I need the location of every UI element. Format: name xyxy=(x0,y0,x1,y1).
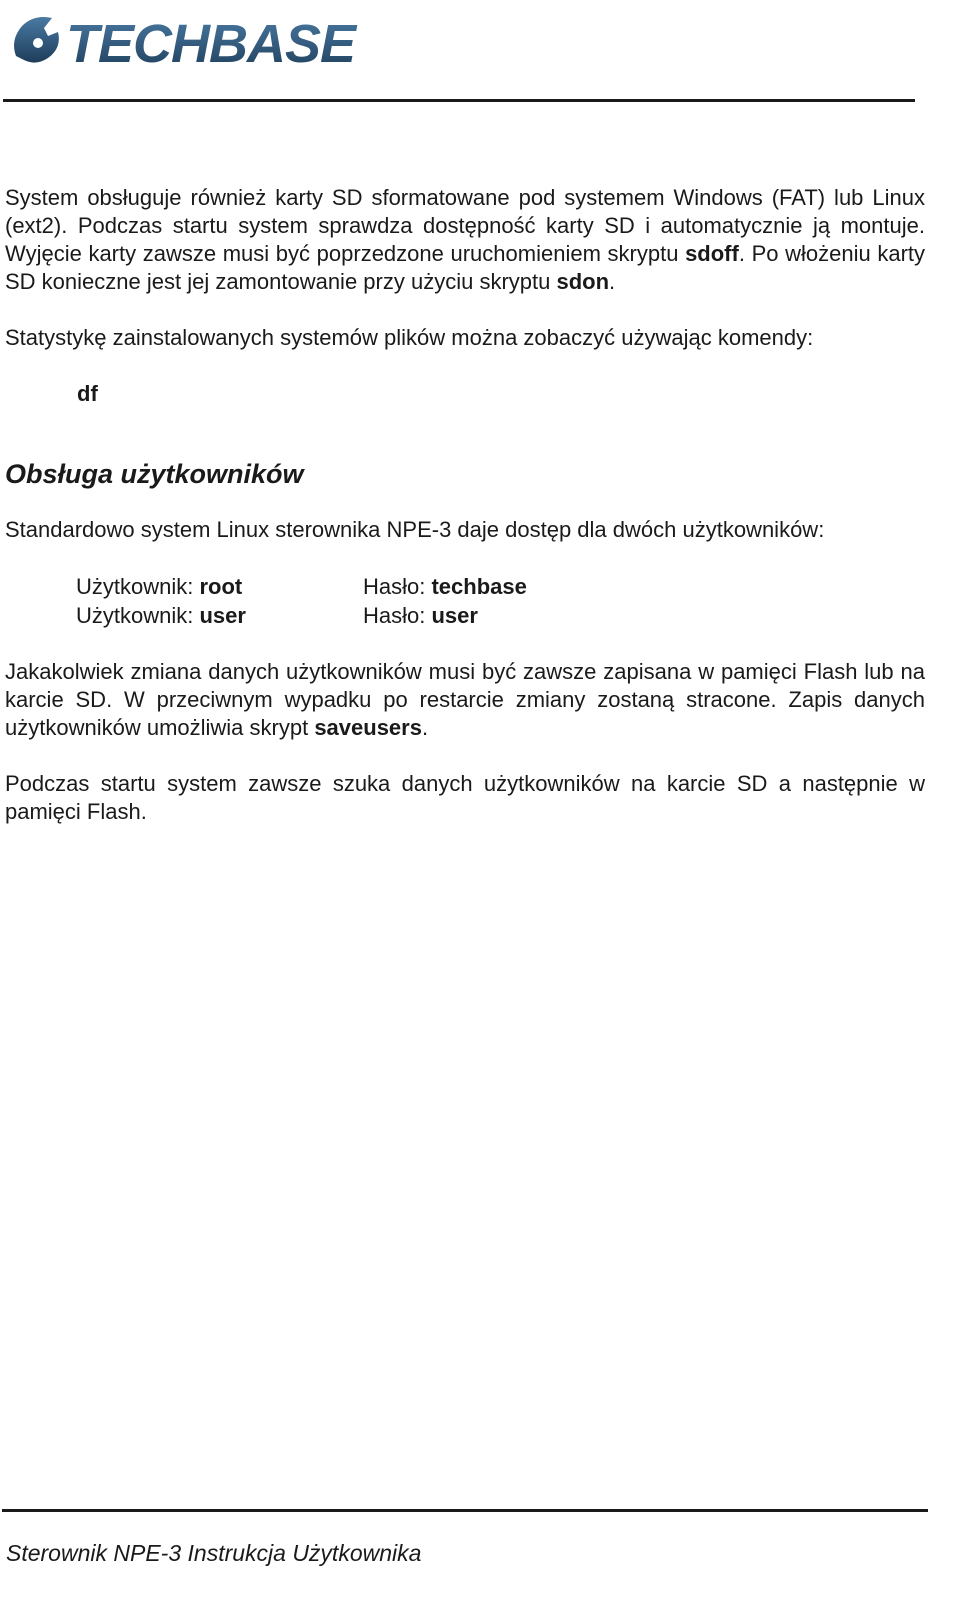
users-intro-paragraph: Standardowo system Linux sterownika NPE-3 daje dostęp dla dwóch użytkowników: xyxy=(5,517,825,542)
startup-search-paragraph: Podczas startu system zawsze szuka danych użytkowników na karcie SD a następnie w pamięci Flash. xyxy=(5,771,925,824)
user-row: Użytkownik: root Hasło: techbase xyxy=(76,574,527,599)
user-data-save-paragraph: Jakakolwiek zmiana danych użytkowników musi być zawsze zapisana w pamięci Flash lub na karcie SD. W przeciwnym wypadku po restarcie zmiany zostaną stracone. Zapis danych użytkowników umożliwia skrypt saveusers. xyxy=(5,659,925,740)
sdon-script: sdon xyxy=(556,269,610,294)
sd-card-paragraph: System obsługuje również karty SD sformatowane pod systemem Windows (FAT) lub Linux (ext2). Podczas startu system sprawdza dostępność karty SD i automatycznie ją montuje. Wyjęcie karty zawsze musi być poprzedzone uruchomieniem skryptu sdoff. Po włożeniu karty SD konieczne jest jej zamontowanie przy użyciu skryptu sdon. xyxy=(5,185,926,294)
password-value: techbase xyxy=(431,574,527,599)
header-divider xyxy=(3,99,915,102)
techbase-logo xyxy=(8,6,400,76)
password-value: user xyxy=(431,603,478,628)
svg-text:TECHBASE: TECHBASE xyxy=(66,14,356,74)
username-value: user xyxy=(199,603,246,628)
sdoff-script: sdoff xyxy=(685,241,739,266)
filesystem-stats-paragraph: Statystykę zainstalowanych systemów plików można zobaczyć używając komendy: xyxy=(5,325,814,350)
footer-divider xyxy=(2,1509,928,1512)
default-users-list xyxy=(76,572,925,630)
footer-title: Sterownik NPE-3 Instrukcja Użytkownika xyxy=(6,1540,422,1566)
saveusers-script: saveusers xyxy=(314,715,422,740)
df-command: df xyxy=(77,381,98,406)
wrench-icon xyxy=(14,17,59,63)
username-value: root xyxy=(199,574,243,599)
user-row: Użytkownik: user Hasło: user xyxy=(76,603,478,628)
section-title-users: Obsługa użytkowników xyxy=(5,459,304,489)
page-content xyxy=(5,184,925,854)
